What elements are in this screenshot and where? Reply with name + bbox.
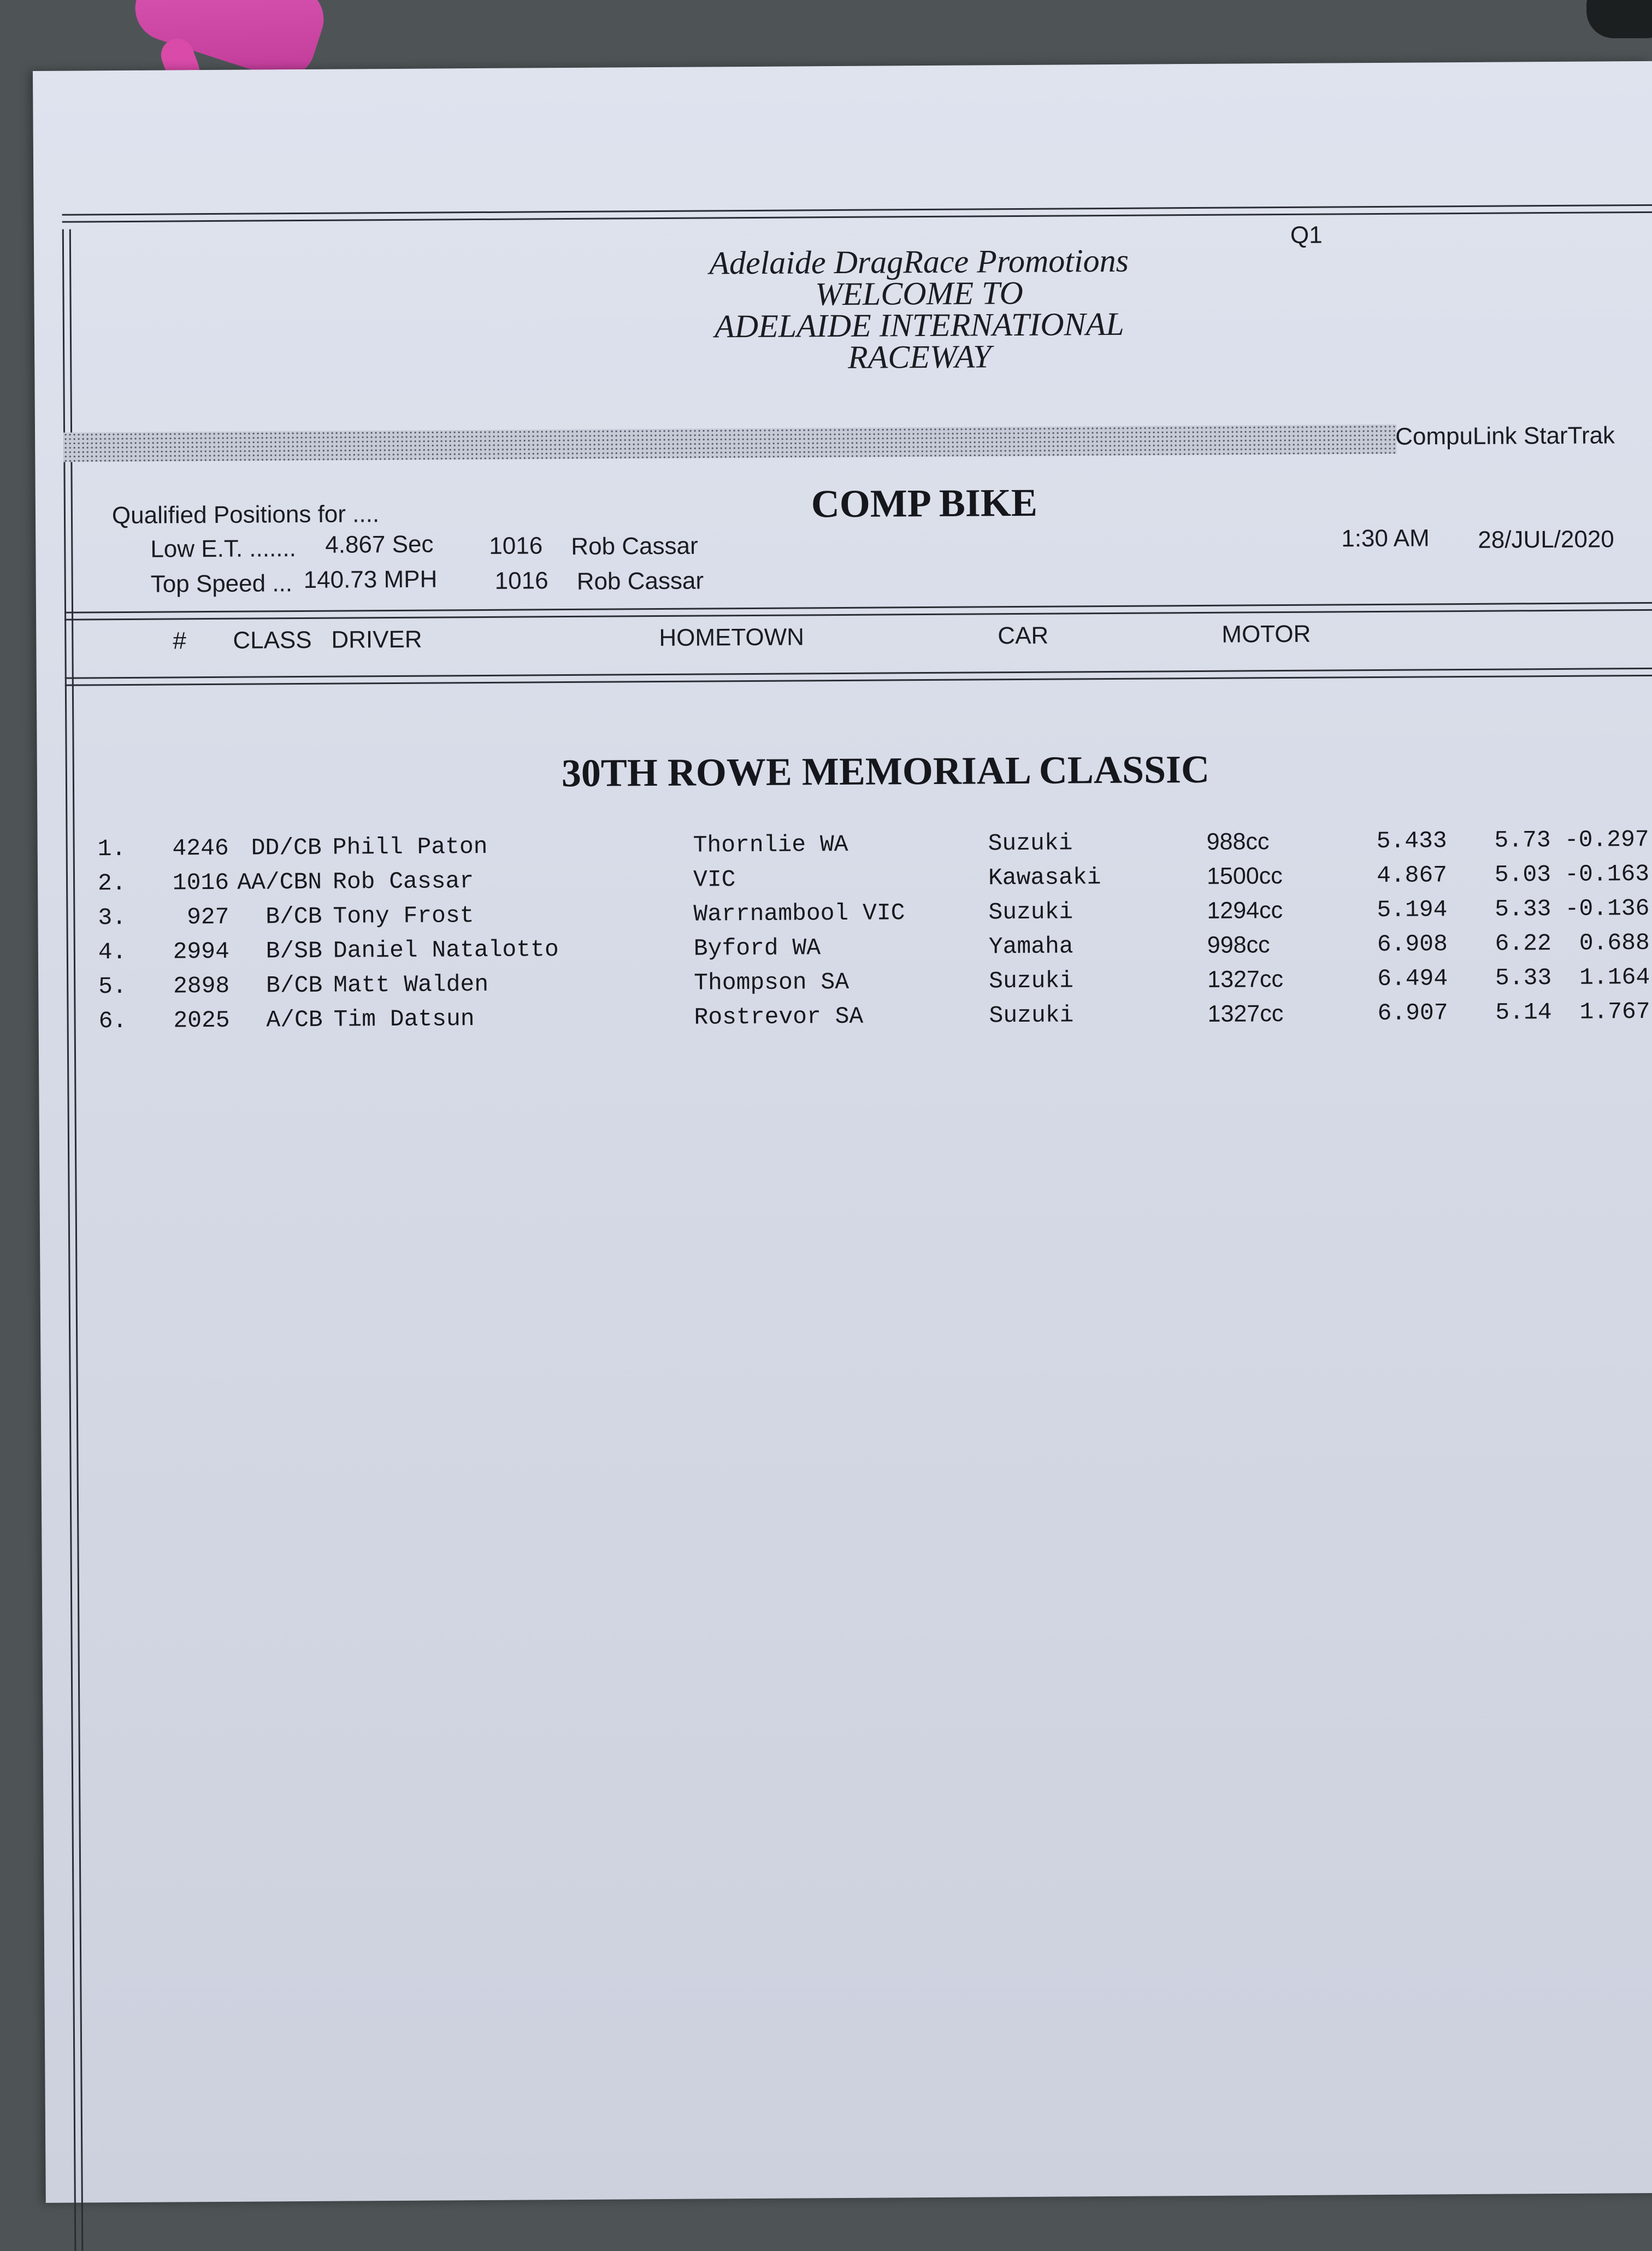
cell-car: Suzuki	[989, 1001, 1074, 1029]
event-header	[591, 244, 1247, 374]
cell-car: Suzuki	[988, 829, 1073, 857]
cell-pos: 6.	[98, 1007, 127, 1035]
cell-v3: -0.163	[1565, 860, 1650, 888]
cell-v3: 1.164	[1579, 963, 1650, 991]
cell-v2: 5.33	[1495, 895, 1551, 923]
cell-pos: 3.	[98, 904, 127, 932]
top-speed-value: 140.73 MPH	[303, 565, 438, 593]
cell-motor: 1294cc	[1207, 897, 1283, 924]
col-hometown: HOMETOWN	[659, 623, 805, 652]
cell-driver: Tim Datsun	[333, 1005, 475, 1033]
cell-pos: 2.	[97, 869, 126, 897]
cell-et: 6.908	[1377, 930, 1448, 958]
cell-num: 2898	[173, 972, 230, 1000]
col-motor: MOTOR	[1222, 620, 1311, 648]
cell-num: 4246	[172, 834, 229, 862]
low-et-driver: Rob Cassar	[571, 532, 698, 560]
col-car: CAR	[998, 622, 1049, 650]
round-label: Q1	[1290, 221, 1323, 249]
print-date: 28/JUL/2020	[1478, 526, 1614, 553]
low-et-label: Low E.T. .......	[150, 535, 297, 563]
cell-class: B/CB	[266, 903, 322, 930]
cell-car: Suzuki	[989, 967, 1074, 995]
cell-car: Suzuki	[988, 898, 1073, 926]
cell-hometown: Thompson SA	[694, 968, 849, 997]
timing-system-label: CompuLink StarTrak	[1395, 422, 1615, 450]
dark-object-corner	[1586, 0, 1652, 38]
cell-v3: 0.688	[1579, 929, 1650, 957]
cell-motor: 1327cc	[1207, 966, 1284, 993]
low-et-number: 1016	[489, 532, 543, 559]
cell-et: 5.433	[1376, 827, 1447, 855]
venue-line-1: ADELAIDE INTERNATIONAL	[714, 305, 1124, 345]
print-time: 1:30 AM	[1341, 525, 1430, 552]
cell-class: AA/CBN	[237, 868, 322, 896]
cell-motor: 1327cc	[1207, 1000, 1284, 1027]
cell-v2: 5.14	[1495, 999, 1552, 1026]
col-driver: DRIVER	[331, 626, 422, 653]
cell-hometown: VIC	[693, 866, 736, 893]
cell-motor: 1500cc	[1206, 863, 1283, 889]
cell-motor: 988cc	[1206, 828, 1270, 855]
welcome-line: WELCOME TO	[815, 274, 1024, 313]
cell-driver: Daniel Natalotto	[333, 936, 559, 964]
top-speed-driver: Rob Cassar	[576, 567, 704, 595]
cell-hometown: Rostrevor SA	[694, 1003, 864, 1031]
results-table	[38, 826, 1652, 1035]
dotted-separator-band	[63, 425, 1396, 462]
qualified-label: Qualified Positions for ....	[111, 500, 380, 529]
cell-class: B/SB	[266, 937, 322, 965]
cell-v2: 5.73	[1494, 827, 1551, 854]
cell-class: A/CB	[266, 1006, 323, 1034]
cell-num: 927	[186, 903, 229, 931]
cell-v2: 6.22	[1495, 930, 1551, 957]
cell-num: 2994	[173, 938, 229, 965]
top-frame-line	[62, 204, 1652, 223]
cell-et: 4.867	[1376, 862, 1448, 889]
low-et-value: 4.867 Sec	[325, 531, 434, 558]
cell-hometown: Byford WA	[693, 934, 821, 962]
cell-v3: -0.136	[1565, 894, 1650, 922]
event-title: 30TH ROWE MEMORIAL CLASSIC	[561, 747, 1210, 795]
cell-et: 6.907	[1377, 999, 1448, 1027]
cell-v3: -0.297	[1564, 826, 1649, 853]
cell-et: 6.494	[1377, 965, 1448, 992]
cell-pos: 4.	[98, 938, 127, 966]
cell-class: B/CB	[266, 971, 323, 999]
cell-driver: Matt Walden	[333, 970, 489, 999]
top-speed-label: Top Speed ...	[150, 570, 293, 598]
results-sheet	[33, 61, 1652, 2203]
col-class: CLASS	[233, 626, 312, 654]
cell-car: Kawasaki	[988, 864, 1101, 892]
class-title: COMP BIKE	[811, 480, 1038, 526]
cell-driver: Tony Frost	[333, 902, 474, 930]
col-number: #	[173, 627, 187, 655]
cell-hometown: Thornlie WA	[693, 830, 848, 859]
cell-pos: 5.	[98, 973, 127, 1000]
cell-hometown: Warrnambool VIC	[693, 899, 905, 928]
venue-line-2: RACEWAY	[847, 338, 992, 375]
cell-et: 5.194	[1377, 896, 1448, 923]
header-bottom-line	[65, 668, 1652, 686]
cell-driver: Phill Paton	[332, 833, 488, 861]
cell-car: Yamaha	[988, 933, 1073, 960]
cell-num: 1016	[172, 869, 229, 897]
cell-num: 2025	[173, 1006, 230, 1034]
left-frame-line	[62, 229, 84, 2251]
cell-pos: 1.	[97, 835, 126, 863]
cell-class: DD/CB	[251, 834, 322, 862]
cell-v2: 5.03	[1494, 861, 1551, 888]
cell-motor: 998cc	[1207, 932, 1270, 958]
cell-v3: 1.767	[1579, 998, 1650, 1026]
promoter-name: Adelaide DragRace Promotions	[709, 242, 1129, 281]
cell-driver: Rob Cassar	[332, 868, 474, 895]
cell-v2: 5.33	[1495, 964, 1552, 992]
top-speed-number: 1016	[494, 567, 548, 594]
header-top-line	[64, 602, 1652, 621]
